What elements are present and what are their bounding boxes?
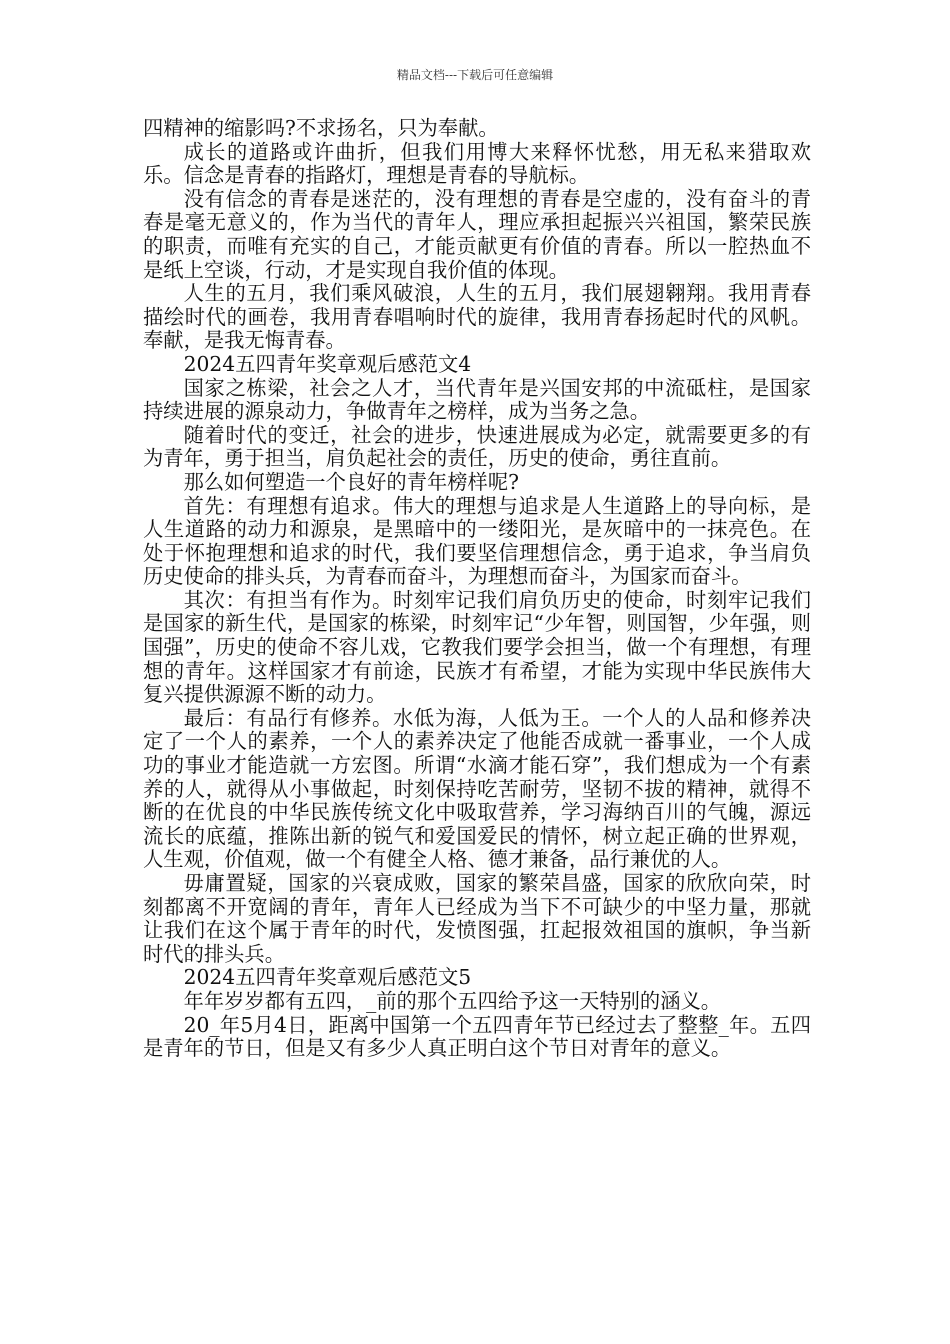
paragraph: 那么如何塑造一个良好的青年榜样呢? xyxy=(183,469,519,494)
paragraph: 国家之栋梁，社会之人才，当代青年是兴国安邦的中流砥柱，是国家持续进展的源泉动力，争做青年之榜样，成为当务之急。 xyxy=(143,375,811,424)
paragraph: 没有信念的青春是迷茫的，没有理想的青春是空虚的，没有奋斗的青春是毫无意义的，作为当代的青年人，理应承担起振兴兴祖国，繁荣民族的职责，而唯有充实的自己，才能贡献更有价值的青春。所以一腔热血不是纸上空谈，行动，才是实现自我价值的体现。 xyxy=(143,186,811,282)
paragraph: 首先：有理想有追求。伟大的理想与追求是人生道路上的导向标，是人生道路的动力和源泉，是黑暗中的一缕阳光，是灰暗中的一抹亮色。在处于怀抱理想和追求的时代，我们要坚信理想信念，勇于追求，争当肩负历史使命的排头兵，为青春而奋斗，为理想而奋斗，为国家而奋斗。 xyxy=(143,493,811,589)
paragraph: 最后：有品行有修养。水低为海，人低为王。一个人的人品和修养决定了一个人的素养，一个人的素养决定了他能否成就一番事业，一个人成功的事业才能造就一方宏图。所谓“水滴才能石穿”，我们想成为一个有素养的人，就得从小事做起，时刻保持吃苦耐劳，坚韧不拔的精神，就得不断的在优良的中华民族传统文化中吸取营养，学习海纳百川的气魄，源远流长的底蕴，推陈出新的锐气和爱国爱民的情怀，树立起正确的世界观，人生观，价值观，做一个有健全人格、德才兼备，品行兼优的人。 xyxy=(143,705,811,872)
paragraph: 成长的道路或许曲折，但我们用博大来释怀忧愁，用无私来猎取欢乐。信念是青春的指路灯，理想是青春的导航标。 xyxy=(143,139,811,188)
paragraph: 四精神的缩影吗?不求扬名，只为奉献。 xyxy=(143,116,499,140)
paragraph: 其次：有担当有作为。时刻牢记我们肩负历史的使命，时刻牢记我们是国家的新生代，是国家的栋梁，时刻牢记“少年智，则国智，少年强，则国强”，历史的使命不容儿戏，它教我们要学会担当，做一个有理想，有理想的青年。这样国家才有前途，民族才有希望，才能为实现中华民族伟大复兴提供源源不断的动力。 xyxy=(143,587,811,707)
paragraph: 随着时代的变迁，社会的进步，快速进展成为必定，就需要更多的有为青年，勇于担当，肩负起社会的责任，历史的使命，勇往直前。 xyxy=(143,422,811,471)
page-header: 精品文档---下载后可任意编辑 xyxy=(396,68,554,82)
document-body xyxy=(143,117,811,1061)
section-heading: 2024五四青年奖章观后感范文5 xyxy=(183,965,472,990)
paragraph: 20_年5月4日，距离中国第一个五四青年节已经过去了整整_年。五四是青年的节日，但是又有多少人真正明白这个节日对青年的意义。 xyxy=(143,1012,811,1061)
paragraph: 毋庸置疑，国家的兴衰成败，国家的繁荣昌盛，国家的欣欣向荣，时刻都离不开宽阔的青年，青年人已经成为当下不可缺少的中坚力量，那就让我们在这个属于青年的时代，发愤图强，扛起报效祖国的旗帜，争当新时代的排头兵。 xyxy=(143,871,811,966)
paragraph: 人生的五月，我们乘风破浪，人生的五月，我们展翅翱翔。我用青春描绘时代的画卷，我用青春唱响时代的旋律，我用青春扬起时代的风帆。奉献，是我无悔青春。 xyxy=(143,281,811,353)
section-heading: 2024五四青年奖章观后感范文4 xyxy=(183,351,472,376)
paragraph: 年年岁岁都有五四，_前的那个五四给予这一天特别的涵义。 xyxy=(183,988,722,1013)
